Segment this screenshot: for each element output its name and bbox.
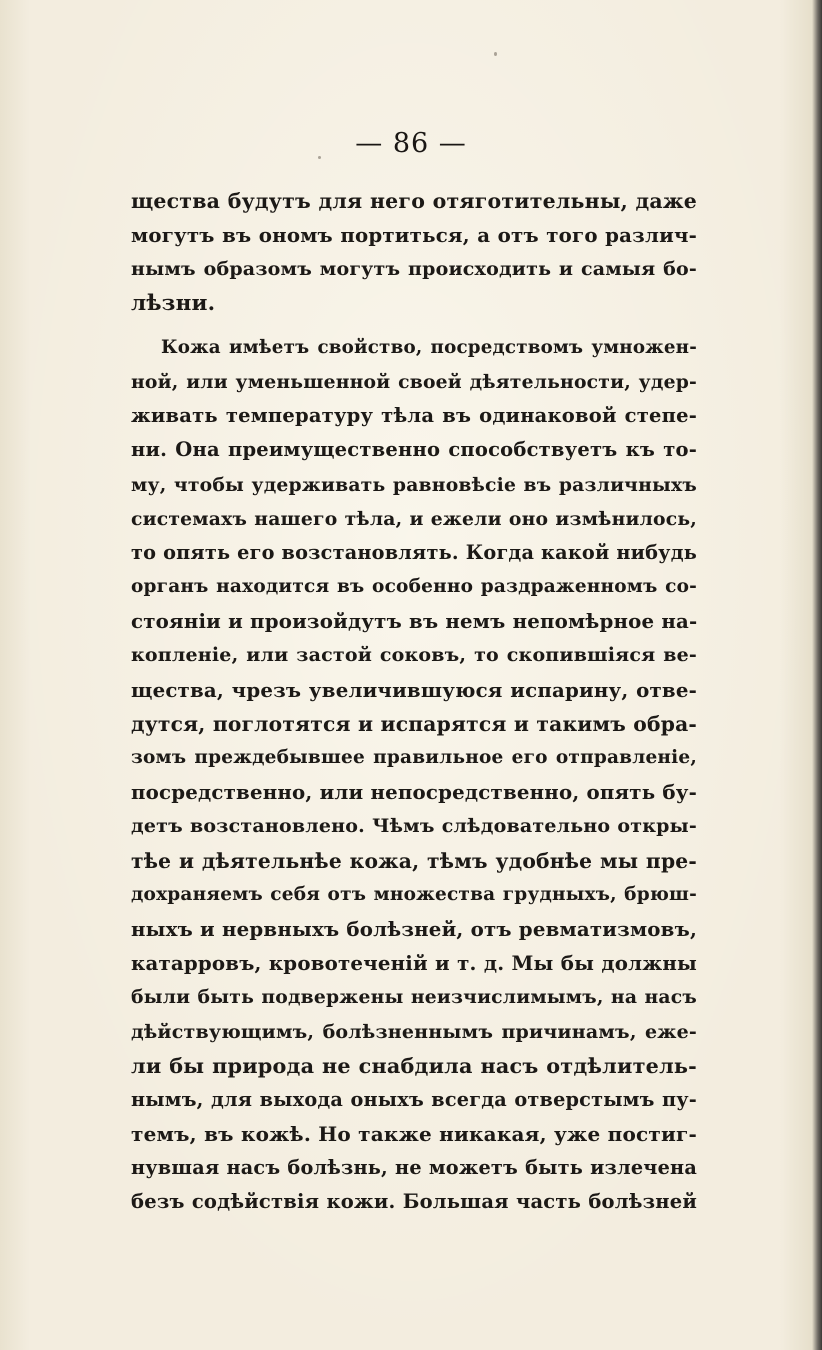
- paper-speck: [494, 52, 497, 56]
- text-line: ной, или уменьшенной своей дѣятельности, удер-: [131, 370, 697, 393]
- text-line: живать температуру тѣла въ одинаковой степе-: [131, 404, 697, 428]
- paragraph-gap: [131, 321, 697, 331]
- text-line: системахъ нашего тѣла, и ежели оно измѣнилось,: [131, 507, 697, 530]
- text-line: му, чтобы удерживать равновѣсіе въ различныхъ: [131, 473, 697, 496]
- text-line: щества, чрезъ увеличившуюся испарину, отве-: [131, 677, 697, 702]
- text-line: Кожа имѣетъ свойство, посредствомъ умножен-: [161, 336, 697, 358]
- page-number: — 86 —: [355, 128, 467, 159]
- text-line: зомъ преждебывшее правильное его отправленіе,: [131, 747, 697, 768]
- text-line: дутся, поглотятся и испарятся и такимъ обра-: [131, 711, 697, 736]
- text-line: тѣе и дѣятельнѣе кожа, тѣмъ удобнѣе мы пре-: [131, 848, 697, 873]
- text-line: посредственно, или непосредственно, опять бу-: [131, 780, 698, 805]
- text-line: дохраняемъ себя отъ множества грудныхъ, брюш-: [131, 883, 697, 905]
- text-line: то опять его возстановлять. Когда какой нибудь: [131, 540, 697, 564]
- text-line: темъ, въ кожѣ. Но также никакая, уже постиг-: [131, 1122, 697, 1147]
- text-line: лѣзни.: [131, 290, 216, 316]
- text-line: дѣйствующимъ, болѣзненнымъ причинамъ, еже-: [131, 1020, 697, 1043]
- text-line: безъ содѣйствія кожи. Большая часть болѣзней: [131, 1190, 697, 1214]
- body-text: [131, 184, 697, 1220]
- text-line: нувшая насъ болѣзнь, не можетъ быть излечена: [131, 1156, 697, 1180]
- text-line: нымъ, для выхода оныхъ всегда отверстымъ пу-: [131, 1087, 697, 1111]
- text-line: ныхъ и нервныхъ болѣзней, отъ ревматизмовъ,: [131, 916, 698, 941]
- text-line: копленіе, или застой соковъ, то скопившіяся ве-: [131, 644, 697, 667]
- text-line: органъ находится въ особенно раздраженномъ со-: [131, 576, 697, 598]
- text-line: ли бы природа не снабдила насъ отдѣлитель-: [131, 1053, 697, 1078]
- paragraph: [131, 331, 697, 1220]
- paragraph: [131, 184, 697, 321]
- text-line: катарровъ, кровотеченій и т. д. Мы бы должны: [131, 951, 697, 976]
- text-line: были быть подвержены неизчислимымъ, на насъ: [131, 986, 697, 1009]
- text-line: нымъ образомъ могутъ происходить и самыя бо-: [131, 258, 697, 281]
- text-line: щества будутъ для него отяготительны, даже: [131, 189, 697, 213]
- text-line: стояніи и произойдутъ въ немъ непомѣрное на-: [131, 609, 698, 634]
- text-line: могутъ въ ономъ портиться, а отъ того различ-: [131, 223, 697, 248]
- text-line: детъ возстановлено. Чѣмъ слѣдовательно откры-: [131, 815, 697, 838]
- text-line: ни. Она преимущественно способствуетъ къ то-: [131, 438, 697, 462]
